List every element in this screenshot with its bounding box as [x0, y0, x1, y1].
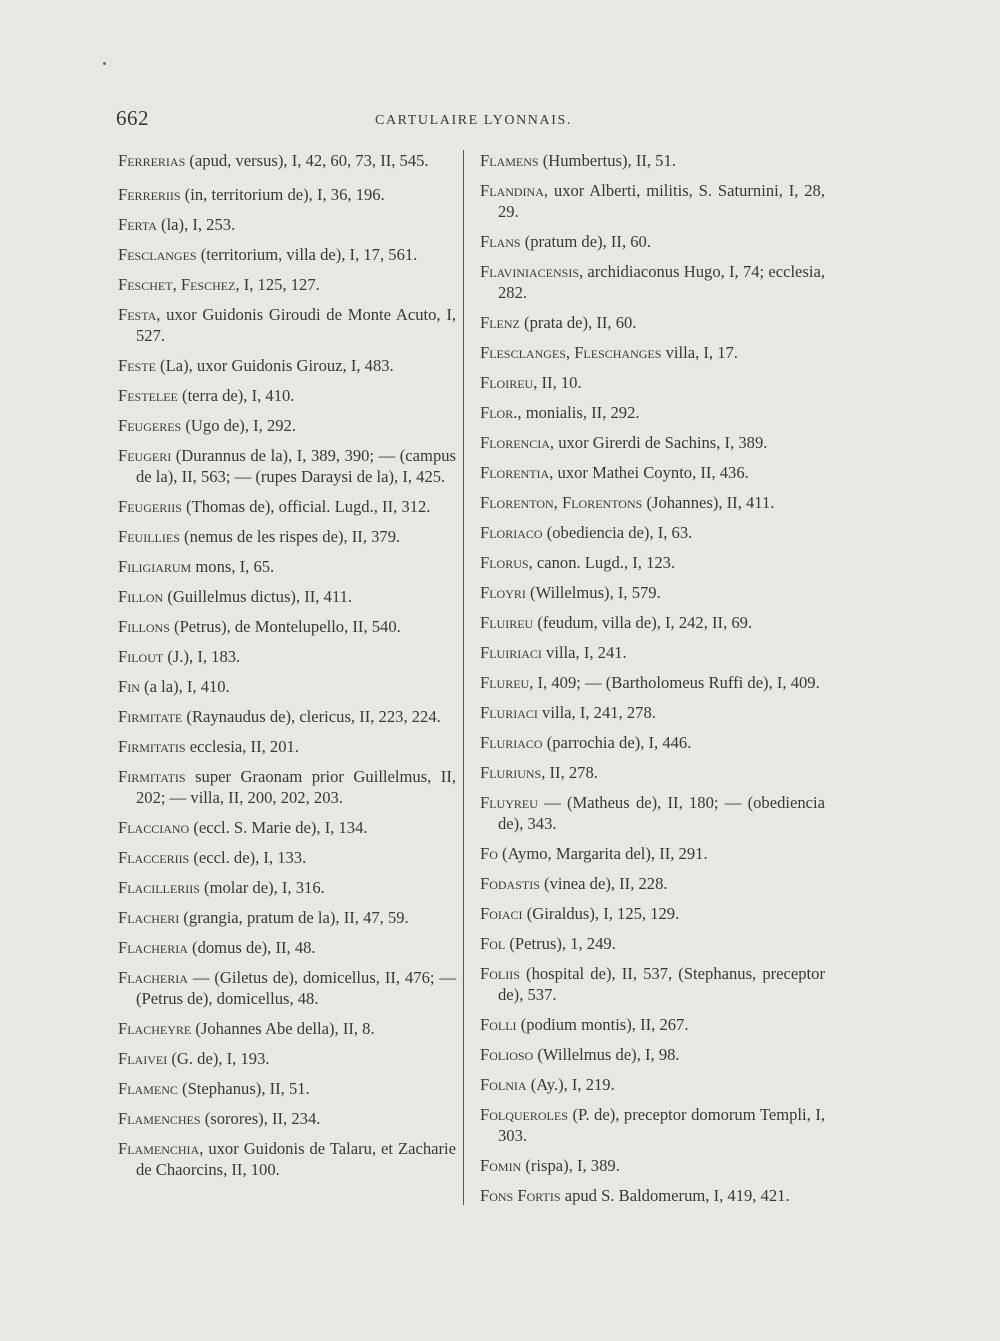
entry-references: (apud, versus), I, 42, 60, 73, II, 545.: [185, 151, 429, 170]
entry-headword: Fo: [480, 844, 498, 863]
index-entry: [480, 522, 825, 543]
entry-references: , II, 10.: [533, 373, 582, 392]
index-entry: [480, 933, 825, 954]
entry-headword: Flamenc: [118, 1079, 178, 1098]
entry-headword: Flaivei: [118, 1049, 168, 1068]
page-number: 662: [116, 106, 149, 130]
entry-references: (nemus de les rispes de), II, 379.: [179, 527, 401, 546]
entry-references: (Johannes Abe della), II, 8.: [191, 1019, 375, 1038]
index-entry: [480, 372, 825, 393]
index-entry: [480, 150, 825, 171]
index-entry: [118, 1108, 456, 1129]
entry-headword: Feugeriis: [118, 497, 182, 516]
entry-headword: Fol: [480, 934, 506, 953]
entry-headword: Flureu: [480, 673, 530, 692]
entry-references: (Ay.), I, 219.: [526, 1075, 615, 1094]
index-entry: [480, 261, 825, 303]
index-entry: [118, 736, 456, 757]
entry-references: (terra de), I, 410.: [177, 386, 295, 405]
index-entry: [480, 612, 825, 633]
index-entry: [118, 937, 456, 958]
index-entry: [118, 706, 456, 727]
entry-headword: Florentia: [480, 463, 550, 482]
entry-references: (eccl. de), I, 133.: [189, 848, 307, 867]
paper-speck: [103, 62, 106, 65]
entry-headword: Flamens: [480, 151, 539, 170]
entry-headword: Fesclanges: [118, 245, 197, 264]
entry-references: , uxor Mathei Coynto, II, 436.: [549, 463, 749, 482]
index-entry: [118, 766, 456, 808]
index-entry: [118, 616, 456, 637]
entry-references: (P. de), preceptor domorum Templi, I, 303.: [498, 1105, 825, 1145]
entry-headword: Folioso: [480, 1045, 534, 1064]
index-entry: [118, 1048, 456, 1069]
entry-references: (Humbertus), II, 51.: [538, 151, 676, 170]
index-entry: [118, 817, 456, 838]
entry-headword: Firmitatis: [118, 767, 186, 786]
entry-references: mons, I, 65.: [191, 557, 275, 576]
entry-references: (Durannus de la), I, 389, 390; — (campus de la), II, 563; — (rupes Daraysi de la), I, 425.: [136, 446, 456, 486]
entry-headword: Filigiarum: [118, 557, 192, 576]
entry-headword: Ferrerias: [118, 151, 186, 170]
entry-references: (a la), I, 410.: [139, 677, 230, 696]
entry-headword: Firmitate: [118, 707, 183, 726]
entry-headword: Flor.: [480, 403, 518, 422]
column-divider: [463, 150, 464, 1205]
entry-headword: Fodastis: [480, 874, 540, 893]
index-entry: [480, 1014, 825, 1035]
entry-headword: Fluiriaci: [480, 643, 542, 662]
entry-references: (Aymo, Margarita del), II, 291.: [497, 844, 708, 863]
entry-headword: Flenz: [480, 313, 520, 332]
entry-references: (domus de), II, 48.: [187, 938, 316, 957]
entry-references: (Willelmus de), I, 98.: [533, 1045, 680, 1064]
index-entry: [118, 150, 456, 171]
entry-references: (hospital de), II, 537, (Stephanus, preceptor de), 537.: [498, 964, 825, 1004]
entry-headword: Flamenches: [118, 1109, 201, 1128]
index-entry: [118, 877, 456, 898]
entry-references: (feudum, villa de), I, 242, II, 69.: [533, 613, 753, 632]
index-entry: [118, 184, 456, 205]
left-index-column: [118, 150, 456, 1180]
entry-references: (J.), I, 183.: [163, 647, 241, 666]
entry-headword: Ferreriis: [118, 185, 181, 204]
index-entry: [118, 556, 456, 577]
index-entry: [480, 732, 825, 753]
entry-headword: Flacheria: [118, 938, 188, 957]
entry-references: (pratum de), II, 60.: [520, 232, 651, 251]
entry-references: , I, 125, 127.: [235, 275, 320, 294]
entry-references: , II, 278.: [541, 763, 598, 782]
index-entry: [118, 646, 456, 667]
entry-references: , uxor Guidonis Giroudi de Monte Acuto, I, 527.: [136, 305, 456, 345]
index-entry: [480, 462, 825, 483]
entry-references: (Petrus), de Montelupello, II, 540.: [169, 617, 401, 636]
entry-references: (Stephanus), II, 51.: [177, 1079, 310, 1098]
entry-headword: Firmitatis: [118, 737, 186, 756]
index-entry: [480, 702, 825, 723]
entry-headword: Fluriaco: [480, 733, 543, 752]
entry-references: (territorium, villa de), I, 17, 561.: [196, 245, 418, 264]
entry-headword: Feuillies: [118, 527, 180, 546]
entry-references: (parrochia de), I, 446.: [542, 733, 692, 752]
index-entry: [480, 903, 825, 924]
entry-headword: Fillon: [118, 587, 164, 606]
index-entry: [118, 304, 456, 346]
index-entry: [118, 415, 456, 436]
entry-references: , canon. Lugd., I, 123.: [528, 553, 676, 572]
index-entry: [118, 274, 456, 295]
entry-headword: Floireu: [480, 373, 534, 392]
index-entry: [480, 492, 825, 513]
index-entry: [480, 642, 825, 663]
entry-references: — (Matheus de), II, 180; — (obediencia de), 343.: [498, 793, 825, 833]
entry-references: , uxor Alberti, militis, S. Saturnini, I, 28, 29.: [498, 181, 825, 221]
entry-headword: Fluireu: [480, 613, 534, 632]
index-entry: [480, 1044, 825, 1065]
entry-headword: Filout: [118, 647, 164, 666]
index-entry: [118, 967, 456, 1009]
entry-references: (Willelmus), I, 579.: [525, 583, 661, 602]
entry-references: (Thomas de), official. Lugd., II, 312.: [181, 497, 431, 516]
running-title: CARTULAIRE LYONNAIS.: [375, 113, 572, 128]
entry-references: (prata de), II, 60.: [519, 313, 637, 332]
index-entry: [480, 231, 825, 252]
index-entry: [480, 312, 825, 333]
index-entry: [118, 907, 456, 928]
entry-references: , I, 409; — (Bartholomeus Ruffi de), I, 409.: [529, 673, 820, 692]
entry-headword: Florenton, Florentons: [480, 493, 643, 512]
entry-references: (eccl. S. Marie de), I, 134.: [189, 818, 368, 837]
entry-references: , uxor Guidonis de Talaru, et Zacharie de Chaorcins, II, 100.: [136, 1139, 456, 1179]
entry-references: (La), uxor Guidonis Girouz, I, 483.: [155, 356, 394, 375]
entry-references: (grangia, pratum de la), II, 47, 59.: [179, 908, 409, 927]
index-entry: [480, 963, 825, 1005]
index-entry: [118, 244, 456, 265]
index-entry: [480, 1074, 825, 1095]
index-entry: [480, 582, 825, 603]
entry-references: (Guillelmus dictus), II, 411.: [163, 587, 353, 606]
entry-references: (G. de), I, 193.: [167, 1049, 270, 1068]
entry-references: (Petrus), 1, 249.: [505, 934, 616, 953]
entry-headword: Florencia: [480, 433, 550, 452]
entry-headword: Fluyreu: [480, 793, 538, 812]
index-entry: [118, 445, 456, 487]
entry-references: super Graonam prior Guillelmus, II, 202; — villa, II, 200, 202, 203.: [136, 767, 456, 807]
index-entry: [480, 1155, 825, 1176]
entry-headword: Flaviniacensis: [480, 262, 580, 281]
entry-headword: Festelee: [118, 386, 178, 405]
index-entry: [480, 342, 825, 363]
entry-headword: Flacciano: [118, 818, 190, 837]
entry-headword: Flacheria: [118, 968, 188, 987]
index-entry: [480, 180, 825, 222]
entry-headword: Ferta: [118, 215, 157, 234]
index-entry: [118, 214, 456, 235]
entry-headword: Feugeres: [118, 416, 182, 435]
entry-headword: Flesclanges, Fleschanges: [480, 343, 662, 362]
entry-headword: Fin: [118, 677, 140, 696]
entry-headword: Flandina: [480, 181, 544, 200]
index-entry: [118, 526, 456, 547]
entry-references: (molar de), I, 316.: [199, 878, 325, 897]
entry-headword: Flacceriis: [118, 848, 190, 867]
index-entry: [118, 1018, 456, 1039]
entry-headword: Feugeri: [118, 446, 172, 465]
index-entry: [480, 402, 825, 423]
index-entry: [480, 672, 825, 693]
entry-references: (Johannes), II, 411.: [642, 493, 775, 512]
entry-references: — (Giletus de), domicellus, II, 476; — (Petrus de), domicellus, 48.: [136, 968, 456, 1008]
index-entry: [118, 847, 456, 868]
right-index-column: [480, 150, 825, 1206]
entry-headword: Foliis: [480, 964, 520, 983]
entry-references: (Ugo de), I, 292.: [181, 416, 296, 435]
entry-headword: Folqueroles: [480, 1105, 568, 1124]
entry-references: (podium montis), II, 267.: [516, 1015, 689, 1034]
entry-headword: Folnia: [480, 1075, 527, 1094]
index-entry: [480, 843, 825, 864]
entry-references: apud S. Baldomerum, I, 419, 421.: [560, 1186, 790, 1205]
entry-references: (in, territorium de), I, 36, 196.: [180, 185, 385, 204]
entry-headword: Feschet, Feschez: [118, 275, 236, 294]
entry-headword: Foiaci: [480, 904, 523, 923]
index-entry: [118, 586, 456, 607]
index-entry: [118, 676, 456, 697]
entry-headword: Flacheri: [118, 908, 180, 927]
entry-references: (vinea de), II, 228.: [539, 874, 668, 893]
entry-headword: Festa: [118, 305, 157, 324]
index-entry: [118, 1138, 456, 1180]
entry-headword: Fillons: [118, 617, 170, 636]
index-entry: [118, 355, 456, 376]
index-entry: [480, 552, 825, 573]
entry-references: (sorores), II, 234.: [200, 1109, 321, 1128]
entry-references: villa, I, 241, 278.: [537, 703, 656, 722]
index-entry: [480, 792, 825, 834]
index-entry: [480, 432, 825, 453]
entry-references: (Raynaudus de), clericus, II, 223, 224.: [182, 707, 441, 726]
entry-headword: Fluriaci: [480, 703, 538, 722]
entry-headword: Floriaco: [480, 523, 543, 542]
index-entry: [480, 1185, 825, 1206]
entry-headword: Floyri: [480, 583, 526, 602]
index-entry: [480, 762, 825, 783]
index-entry: [118, 1078, 456, 1099]
entry-references: (Giraldus), I, 125, 129.: [522, 904, 680, 923]
entry-headword: Flacilleriis: [118, 878, 200, 897]
entry-headword: Flans: [480, 232, 521, 251]
index-entry: [118, 496, 456, 517]
entry-references: (obediencia de), I, 63.: [542, 523, 693, 542]
entry-headword: Fons Fortis: [480, 1186, 561, 1205]
entry-references: villa, I, 17.: [661, 343, 738, 362]
entry-references: , archidiaconus Hugo, I, 74; ecclesia, 282.: [498, 262, 825, 302]
index-entry: [480, 1104, 825, 1146]
entry-references: (la), I, 253.: [156, 215, 236, 234]
entry-references: ecclesia, II, 201.: [185, 737, 299, 756]
entry-references: , uxor Girerdi de Sachins, I, 389.: [549, 433, 768, 452]
entry-references: , monialis, II, 292.: [517, 403, 640, 422]
index-entry: [118, 385, 456, 406]
entry-headword: Flamenchia: [118, 1139, 200, 1158]
entry-headword: Florus: [480, 553, 529, 572]
entry-references: villa, I, 241.: [541, 643, 627, 662]
entry-headword: Feste: [118, 356, 156, 375]
entry-references: (rispa), I, 389.: [521, 1156, 620, 1175]
entry-headword: Flacheyre: [118, 1019, 192, 1038]
index-entry: [480, 873, 825, 894]
entry-headword: Fluriuns: [480, 763, 542, 782]
entry-headword: Fomin: [480, 1156, 522, 1175]
entry-headword: Folli: [480, 1015, 517, 1034]
